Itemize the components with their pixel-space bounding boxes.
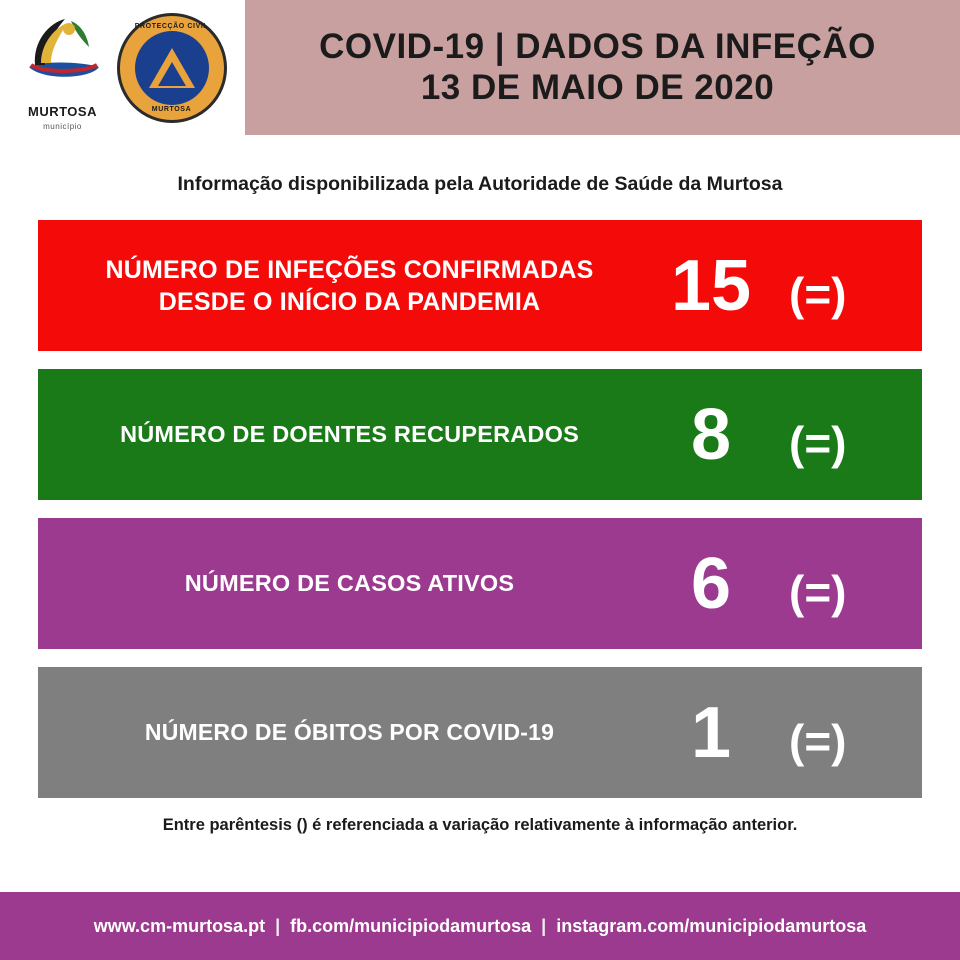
stat-value-recovered-wrap: [651, 394, 896, 475]
stat-value-deaths: 1: [690, 692, 732, 773]
header: [0, 0, 960, 135]
footer-separator-1: |: [275, 915, 281, 936]
footnote: Entre parêntesis () é referenciada a variação relativamente à informação anterior.: [162, 816, 798, 834]
murtosa-municipality-logo: [19, 13, 107, 131]
murtosa-wordmark: MURTOSA: [28, 103, 97, 119]
stat-row-deaths: [38, 667, 922, 798]
moliceiro-boat-icon: [19, 13, 107, 91]
badge-bottom-text: MURTOSA: [151, 105, 192, 113]
stat-row-recovered: [38, 369, 922, 500]
stat-value-confirmed-cases: 15: [670, 245, 752, 326]
stat-delta-active-cases: (=): [789, 565, 847, 618]
stat-label-recovered-line1: NÚMERO DE DOENTES RECUPERADOS: [120, 421, 579, 448]
stat-value-active-wrap: [651, 543, 896, 624]
civil-protection-badge-icon: [117, 13, 227, 123]
logo-zone: [0, 0, 245, 135]
footer-website-link[interactable]: www.cm-murtosa.pt: [93, 915, 266, 936]
stat-label-active-cases: [56, 568, 651, 598]
stat-delta-deaths: (=): [789, 714, 847, 767]
stat-label-confirmed-line2: DESDE O INÍCIO DA PANDEMIA: [158, 287, 541, 316]
badge-triangle-icon: [149, 48, 195, 88]
stat-row-active-cases: [38, 518, 922, 649]
municipio-subword: município: [43, 121, 82, 131]
stat-value-recovered: 8: [690, 394, 732, 475]
badge-top-text: PROTECÇÃO CIVIL: [134, 22, 209, 30]
stat-label-deaths-line1: NÚMERO DE ÓBITOS POR COVID-19: [144, 718, 555, 745]
footer: [0, 892, 960, 960]
footer-instagram-link[interactable]: instagram.com/municipiodamurtosa: [556, 915, 867, 936]
stat-value-confirmed-wrap: [651, 245, 896, 326]
stat-value-active-cases: 6: [690, 543, 732, 624]
stat-delta-recovered: (=): [789, 416, 847, 469]
header-title-zone: [245, 0, 960, 135]
footer-separator-2: |: [541, 915, 547, 936]
stat-value-deaths-wrap: [651, 692, 896, 773]
stat-label-confirmed-line1: NÚMERO DE INFEÇÕES CONFIRMADAS: [105, 255, 594, 284]
stat-delta-confirmed-cases: (=): [789, 267, 847, 320]
page-title-line2: 13 DE MAIO DE 2020: [420, 67, 775, 107]
stat-label-deaths: [56, 718, 651, 747]
stat-label-recovered: [56, 419, 651, 449]
stat-label-active-line1: NÚMERO DE CASOS ATIVOS: [184, 570, 515, 597]
badge-inner-ring: [135, 31, 209, 105]
stats-list: [0, 220, 960, 798]
stat-row-confirmed-cases: [38, 220, 922, 351]
subtitle: Informação disponibilizada pela Autoridade de Saúde da Murtosa: [177, 173, 783, 195]
stat-label-confirmed-cases: [56, 254, 651, 318]
footer-facebook-link[interactable]: fb.com/municipiodamurtosa: [290, 915, 532, 936]
page-title-line1: COVID-19 | DADOS DA INFEÇÃO: [319, 26, 876, 66]
